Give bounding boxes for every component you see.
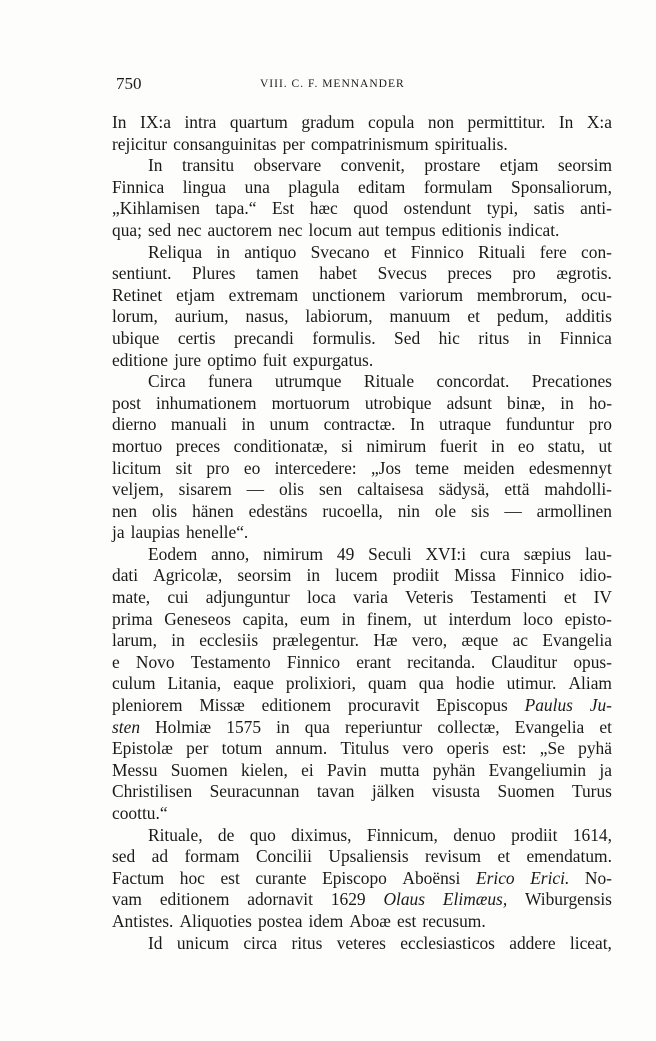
text-line: veljem, sisarem — olis sen caltaisesa sädysä, että mahdolli- bbox=[112, 479, 612, 500]
paragraph bbox=[112, 933, 612, 955]
text-line: rejicitur consanguinitas per compatrinismum spiritualis. bbox=[112, 133, 508, 154]
text-line: sed ad formam Concilii Upsaliensis revisum et emendatum. bbox=[112, 846, 612, 867]
paragraph bbox=[112, 242, 612, 372]
paragraph bbox=[112, 825, 612, 933]
text-line: e Novo Testamento Finnico erant recitanda. Clauditur opus- bbox=[112, 651, 612, 672]
text-line: post inhumationem mortuorum utrobique adsunt binæ, in ho- bbox=[112, 392, 612, 413]
text-line: lorum, aurium, nasus, labiorum, manuum et pedum, additis bbox=[112, 306, 612, 327]
text-line: sten Holmiæ 1575 in qua reperiuntur collectæ, Evangelia et bbox=[112, 716, 612, 737]
text-line: „Kihlamisen tapa.“ Est hæc quod ostendunt typi, satis anti- bbox=[112, 198, 612, 219]
text-line: Rituale, de quo diximus, Finnicum, denuo prodiit 1614, bbox=[148, 824, 612, 845]
text-line: Epistolæ per totum annum. Titulus vero operis est: „Se pyhä bbox=[112, 738, 612, 759]
text-line: Retinet etjam extremam unctionem variorum membrorum, ocu- bbox=[112, 284, 612, 305]
running-head: VIII. C. F. MENNANDER bbox=[260, 78, 405, 90]
paragraph bbox=[112, 371, 612, 544]
text-line: licitum sit pro eo intercedere: „Jos teme meiden edesmennyt bbox=[112, 457, 612, 478]
text-line: sentiunt. Plures tamen habet Svecus preces pro ægrotis. bbox=[112, 263, 612, 284]
body-text bbox=[112, 112, 612, 954]
text-line: Messu Suomen kielen, ei Pavin mutta pyhän Evangeliumin ja bbox=[112, 759, 612, 780]
text-line: mortuo preces conditionatæ, si nimirum fuerit in eo statu, ut bbox=[112, 435, 612, 456]
text-line: coottu.“ bbox=[112, 803, 168, 823]
text-line: dierno manuali in unum contractæ. In utraque funduntur pro bbox=[112, 414, 612, 435]
paragraph bbox=[112, 155, 612, 241]
text-line: Antistes. Aliquoties postea idem Aboæ est recusum. bbox=[112, 910, 486, 931]
text-line: pleniorem Missæ editionem procuravit Episcopus Paulus Ju- bbox=[112, 695, 612, 716]
text-line: nen olis hänen edestäns rucoella, nin ole sis — armollinen bbox=[112, 500, 612, 521]
text-line: qua; sed nec auctorem nec locum aut tempus editionis indicat. bbox=[112, 219, 560, 240]
text-line: In transitu observare convenit, prostare etjam seorsim bbox=[148, 155, 612, 176]
text-line: larum, in ecclesiis prælegentur. Hæ vero, æque ac Evangelia bbox=[112, 630, 612, 651]
text-line: ja laupias henelle“. bbox=[112, 522, 249, 543]
text-line: ubique certis precandi formulis. Sed hic ritus in Finnica bbox=[112, 327, 612, 348]
page-number: 750 bbox=[116, 74, 142, 93]
text-line: Eodem anno, nimirum 49 Seculi XVI:i cura sæpius lau- bbox=[148, 543, 612, 564]
text-line: Circa funera utrumque Rituale concordat. Precationes bbox=[148, 371, 612, 392]
text-line: editione jure optimo fuit expurgatus. bbox=[112, 349, 374, 370]
text-line: mate, cui adjunguntur loca varia Veteris Testamenti et IV bbox=[112, 587, 612, 608]
text-line: Finnica lingua una plagula editam formulam Sponsaliorum, bbox=[112, 176, 612, 197]
paragraph bbox=[112, 112, 612, 155]
text-line: Factum hoc est curante Episcopo Aboënsi Erico Erici. No- bbox=[112, 867, 612, 888]
text-line: In IX:a intra quartum gradum copula non permittitur. In X:a bbox=[112, 112, 612, 132]
text-line: culum Litania, eaque prolixiori, quam qua hodie utimur. Aliam bbox=[112, 673, 612, 694]
text-line: prima Geneseos capita, eum in finem, ut interdum loco episto- bbox=[112, 608, 612, 629]
text-line: Id unicum circa ritus veteres ecclesiasticos addere liceat, bbox=[148, 932, 612, 953]
text-line: vam editionem adornavit 1629 Olaus Elimæus, Wiburgensis bbox=[112, 889, 612, 910]
paragraph bbox=[112, 544, 612, 825]
text-line: Reliqua in antiquo Svecano et Finnico Rituali fere con- bbox=[148, 241, 612, 262]
page-header bbox=[112, 74, 612, 98]
text-line: Christilisen Seuracunnan tavan jälken visusta Suomen Turus bbox=[112, 781, 612, 802]
text-line: dati Agricolæ, seorsim in lucem prodiit Missa Finnico idio- bbox=[112, 565, 612, 586]
